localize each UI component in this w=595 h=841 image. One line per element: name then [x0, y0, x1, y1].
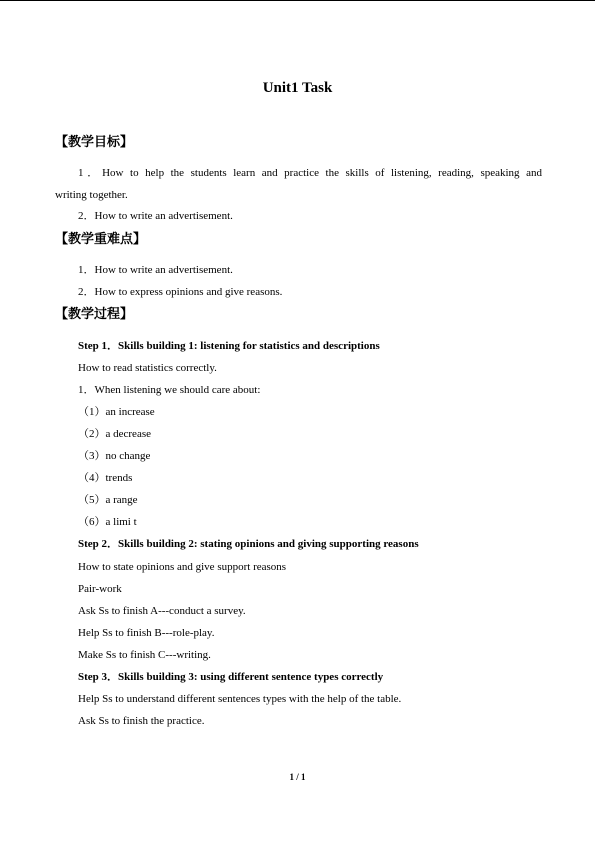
objective-2: 2．How to write an advertisement. — [78, 210, 233, 222]
list-item: （2）a decrease — [78, 428, 151, 440]
step-1-line-2: 1．When listening we should care about: — [78, 384, 261, 396]
key-point-1: 1．How to write an advertisement. — [78, 264, 233, 276]
step-3-title: Step 3．Skills building 3: using different sentence types correctly — [78, 671, 384, 683]
step-2-line: Ask Ss to finish A---conduct a survey. — [78, 605, 246, 617]
step-2-line: Help Ss to finish B---role-play. — [78, 627, 215, 639]
step-3-line: Ask Ss to finish the practice. — [78, 715, 205, 727]
page-title: Unit1 Task — [262, 80, 333, 96]
list-item: （1）an increase — [78, 406, 155, 418]
objective-1-line-2: writing together. — [55, 189, 128, 201]
process-heading: 【教学过程】 — [55, 307, 134, 322]
step-3-line: Help Ss to understand different sentences types with the help of the table. — [78, 693, 402, 705]
key-point-2: 2．How to express opinions and give reasons. — [78, 286, 283, 298]
objective-1-line-1: 1．How to help the students learn and practice the skills of listening, reading, speaking and — [78, 167, 542, 179]
list-item: （4）trends — [78, 472, 133, 484]
top-rule — [0, 0, 595, 1]
list-item: （3）no change — [78, 450, 151, 462]
key-points-heading: 【教学重难点】 — [55, 232, 147, 247]
step-2-line: Pair-work — [78, 583, 122, 595]
step-2-line: How to state opinions and give support reasons — [78, 561, 287, 573]
page-number: 1 / 1 — [289, 772, 306, 782]
list-item: （5）a range — [78, 494, 138, 506]
step-1-line-1: How to read statistics correctly. — [78, 362, 217, 374]
step-2-line: Make Ss to finish C---writing. — [78, 649, 211, 661]
step-1-title: Step 1．Skills building 1: listening for statistics and descriptions — [78, 340, 380, 352]
objectives-heading: 【教学目标】 — [55, 135, 134, 150]
step-2-title: Step 2．Skills building 2: stating opinions and giving supporting reasons — [78, 538, 419, 550]
list-item: （6）a limi t — [78, 516, 137, 528]
